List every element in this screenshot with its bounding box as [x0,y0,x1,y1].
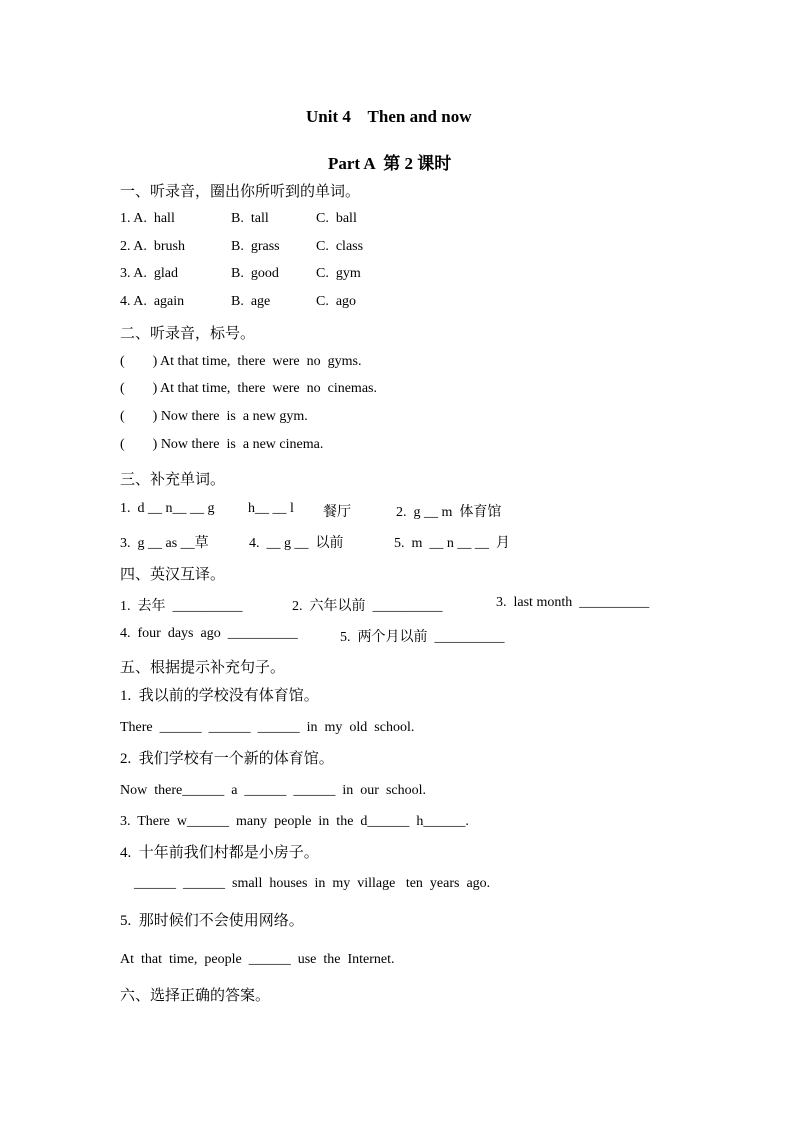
word-fill-3: 3. g __ as __草 [120,536,209,551]
option-1a: 1. A. hall [120,211,175,226]
option-3c: C. gym [316,266,361,281]
word-fill-1: 1. d __ n__ __ g [120,501,215,516]
option-1b: B. tall [231,211,269,226]
part-title: Part A 第 2 课时 [328,154,452,173]
sentence-fill: There ______ ______ ______ in my old school. [120,720,415,735]
section-6-heading: 六、选择正确的答案。 [120,988,271,1004]
section-4-heading: 四、英汉互译。 [120,567,226,583]
sentence-prompt: 5. 那时候们不会使用网络。 [120,913,304,929]
sentence-item: ( ) Now there is a new gym. [120,409,308,424]
option-3b: B. good [231,266,279,281]
unit-title: Unit 4 Then and now [306,107,472,126]
sentence-fill: Now there______ a ______ ______ in our school. [120,783,427,798]
translate-3: 3. last month __________ [496,595,650,610]
sentence-prompt: 2. 我们学校有一个新的体育馆。 [120,751,334,767]
sentence-fill: ______ ______ small houses in my village ten years ago. [120,876,491,891]
option-4a: 4. A. again [120,294,185,309]
translate-2: 2. 六年以前 __________ [292,599,443,614]
word-fill-1-meaning: 餐厅 [323,505,351,520]
sentence-prompt: 1. 我以前的学校没有体育馆。 [120,688,319,704]
word-fill-4: 4. __ g __ 以前 [249,536,344,551]
sentence-item: ( ) At that time, there were no gyms. [120,354,362,369]
option-2b: B. grass [231,239,280,254]
option-1c: C. ball [316,211,357,226]
word-fill-2: 2. g __ m 体育馆 [396,505,502,520]
option-4c: C. ago [316,294,357,309]
translate-1: 1. 去年 __________ [120,599,243,614]
section-1-heading: 一、听录音，圈出你所听到的单词。 [120,184,361,200]
section-3-heading: 三、补充单词。 [120,472,226,488]
sentence-fill: 3. There w______ many people in the d______ h______. [120,814,469,829]
sentence-item: ( ) At that time, there were no cinemas. [120,381,377,396]
translate-4: 4. four days ago __________ [120,626,298,641]
option-2c: C. class [316,239,364,254]
section-5-heading: 五、根据提示补充句子。 [120,660,286,676]
option-3a: 3. A. glad [120,266,178,281]
option-4b: B. age [231,294,271,309]
option-2a: 2. A. brush [120,239,185,254]
word-fill-5: 5. m __ n __ __ 月 [394,536,510,551]
sentence-prompt: 4. 十年前我们村都是小房子。 [120,845,319,861]
sentence-item: ( ) Now there is a new cinema. [120,437,324,452]
word-fill-1b: h__ __ l [248,501,294,516]
sentence-fill: At that time, people ______ use the Internet. [120,952,395,967]
section-2-heading: 二、听录音，标号。 [120,326,256,342]
translate-5: 5. 两个月以前 __________ [340,630,505,645]
